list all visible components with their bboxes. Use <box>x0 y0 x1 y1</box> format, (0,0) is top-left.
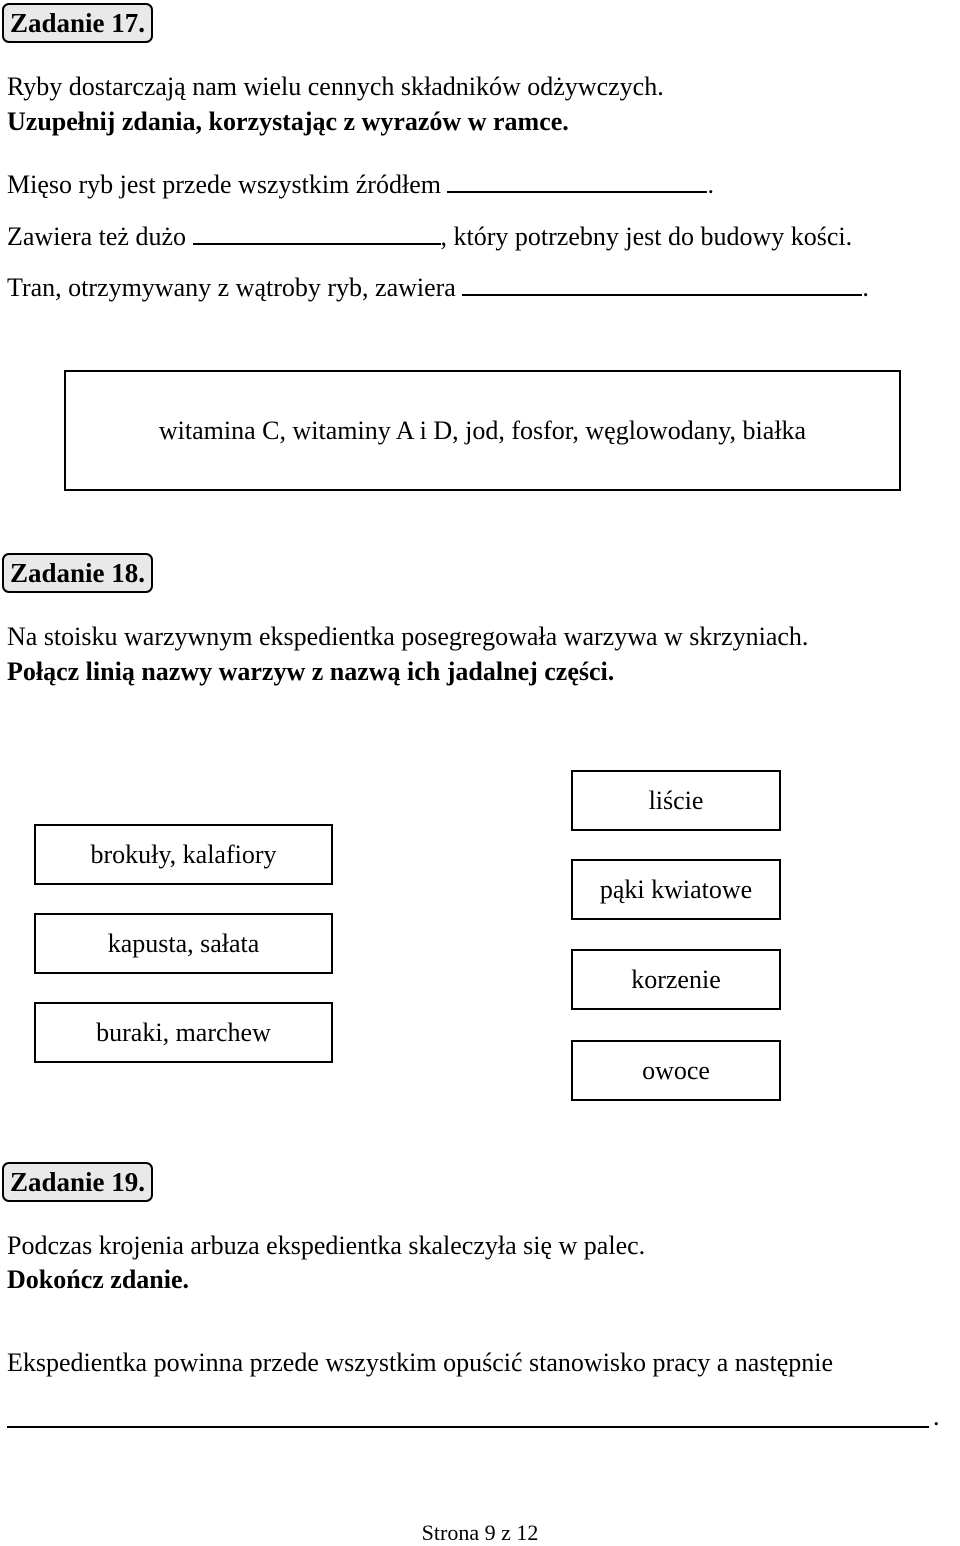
part-box-4[interactable] <box>571 1040 781 1101</box>
word-box-text: witamina C, witaminy A i D, jod, fosfor, węglowodany, białka <box>158 415 807 445</box>
part-box-1[interactable] <box>571 770 781 831</box>
answer-line-end: . <box>933 1402 940 1431</box>
task-19-sentence: Ekspedientka powinna przede wszystkim opuścić stanowisko pracy a następnie <box>7 1348 833 1377</box>
task-17-sentence-2 <box>7 222 852 252</box>
vegetable-box-3[interactable] <box>34 1002 333 1063</box>
vegetable-label: brokuły, kalafiory <box>90 839 277 869</box>
answer-line[interactable] <box>7 1426 929 1428</box>
part-box-3[interactable] <box>571 949 781 1010</box>
sentence-3-end: . <box>862 273 869 302</box>
word-box <box>64 370 901 491</box>
answer-blank-3[interactable] <box>462 293 862 296</box>
vegetable-box-1[interactable] <box>34 824 333 885</box>
task-17-sentence-3 <box>7 273 869 303</box>
answer-blank-2[interactable] <box>193 242 441 245</box>
part-label: owoce <box>642 1055 710 1085</box>
task-17-sentence-1 <box>7 170 714 200</box>
task-17-instruction: Uzupełnij zdania, korzystając z wyrazów w ramce. <box>7 107 569 136</box>
task-18-instruction: Połącz linią nazwy warzyw z nazwą ich jadalnej części. <box>7 657 615 686</box>
sentence-1-end: . <box>707 170 714 199</box>
part-label: korzenie <box>631 964 721 994</box>
task-18-intro: Na stoisku warzywnym ekspedientka posegregowała warzywa w skrzyniach. <box>7 622 809 651</box>
task-19-title: Zadanie 19. <box>2 1162 153 1202</box>
task-19-intro: Podczas krojenia arbuza ekspedientka skaleczyła się w palec. <box>7 1231 646 1260</box>
vegetable-label: kapusta, sałata <box>107 928 260 958</box>
sentence-1-text: Mięso ryb jest przede wszystkim źródłem <box>7 170 441 199</box>
vegetable-label: buraki, marchew <box>96 1017 271 1047</box>
task-19-instruction: Dokończ zdanie. <box>7 1265 189 1294</box>
vegetable-box-2[interactable] <box>34 913 333 974</box>
answer-blank-1[interactable] <box>447 190 707 193</box>
part-box-2[interactable] <box>571 859 781 920</box>
sentence-2-text: Zawiera też dużo <box>7 222 187 251</box>
task-17-title: Zadanie 17. <box>2 3 153 43</box>
task-17-intro: Ryby dostarczają nam wielu cennych składników odżywczych. <box>7 72 664 101</box>
part-label: pąki kwiatowe <box>599 874 753 904</box>
task-18-title: Zadanie 18. <box>2 553 153 593</box>
sentence-3-text: Tran, otrzymywany z wątroby ryb, zawiera <box>7 273 456 302</box>
sentence-2-end: , który potrzebny jest do budowy kości. <box>440 222 853 251</box>
part-label: liście <box>648 785 704 815</box>
page-number: Strona 9 z 12 <box>421 1520 539 1545</box>
